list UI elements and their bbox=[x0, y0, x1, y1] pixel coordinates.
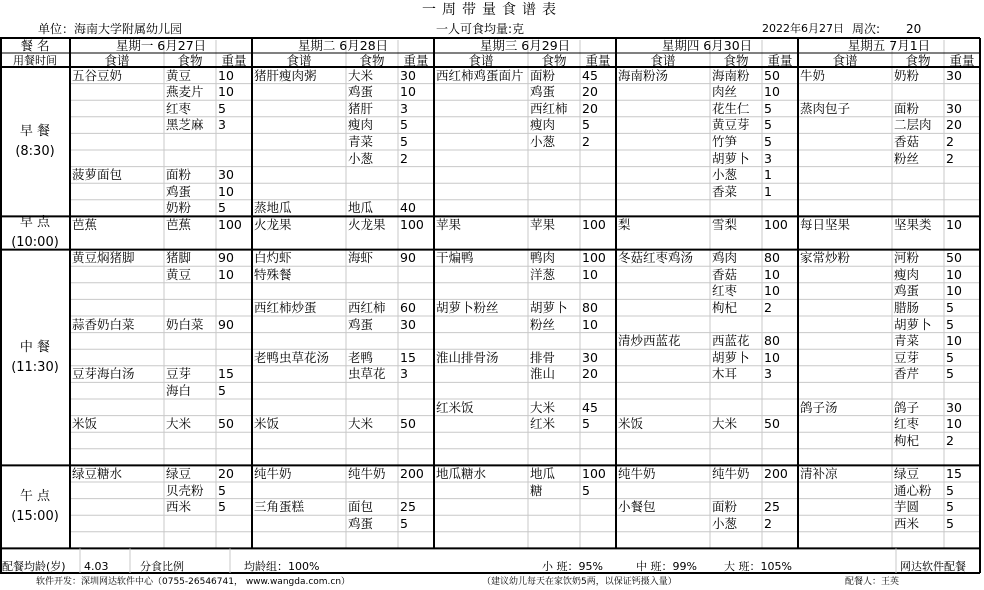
food-weight: 50 bbox=[946, 251, 962, 266]
dish-name: 家常炒粉 bbox=[800, 251, 851, 266]
food-name: 面粉 bbox=[894, 101, 920, 116]
food-weight: 100 bbox=[218, 217, 242, 232]
food-name: 鸽子 bbox=[894, 400, 920, 415]
dish-name: 苹果 bbox=[436, 217, 462, 232]
dish-name: 小餐包 bbox=[618, 500, 656, 515]
food-name: 面粉 bbox=[166, 168, 192, 183]
dish-name: 清炒西蓝花 bbox=[618, 334, 681, 349]
dish-name: 米饭 bbox=[72, 417, 98, 432]
dish-name: 老鸭虫草花汤 bbox=[254, 350, 330, 365]
menu-col-header: 食谱 bbox=[286, 53, 312, 68]
dish-name: 鸽子汤 bbox=[800, 400, 838, 415]
food-name: 豆芽 bbox=[166, 367, 192, 382]
food-weight: 20 bbox=[946, 118, 962, 133]
food-name: 红枣 bbox=[166, 101, 192, 116]
food-weight: 5 bbox=[582, 417, 590, 432]
food-name: 绿豆 bbox=[166, 466, 192, 481]
dish-name: 芭蕉 bbox=[72, 217, 98, 232]
dish-name: 五谷豆奶 bbox=[72, 68, 123, 83]
age-label: 配餐均龄(岁) bbox=[2, 560, 66, 573]
food-weight: 20 bbox=[582, 367, 598, 382]
dish-name: 猪肝瘦肉粥 bbox=[254, 68, 317, 83]
food-name: 香菇 bbox=[894, 134, 920, 149]
dish-name: 绿豆糖水 bbox=[72, 466, 123, 481]
food-weight: 2 bbox=[764, 300, 772, 315]
food-name: 猪肝 bbox=[348, 101, 374, 116]
food-name: 鸡蛋 bbox=[348, 516, 374, 531]
age-value: 4.03 bbox=[84, 560, 109, 573]
dish-name: 干煸鸭 bbox=[436, 251, 474, 266]
big-class-ratio: 大 班：105% bbox=[724, 560, 792, 573]
food-name: 面粉 bbox=[712, 500, 738, 515]
food-name: 排骨 bbox=[530, 350, 556, 365]
dish-name: 纯牛奶 bbox=[618, 466, 656, 481]
food-name: 小葱 bbox=[712, 516, 738, 531]
food-weight: 5 bbox=[764, 118, 772, 133]
food-weight: 15 bbox=[946, 466, 962, 481]
dish-name: 西红柿炒蛋 bbox=[254, 300, 317, 315]
food-name: 胡萝卜 bbox=[712, 350, 750, 365]
food-weight: 90 bbox=[218, 251, 234, 266]
food-weight: 3 bbox=[400, 101, 408, 116]
menu-col-header: 食谱 bbox=[104, 53, 130, 68]
food-name: 海虾 bbox=[348, 251, 374, 266]
food-weight: 10 bbox=[764, 284, 780, 299]
food-weight: 45 bbox=[582, 400, 598, 415]
food-weight: 5 bbox=[946, 500, 954, 515]
food-weight: 2 bbox=[582, 134, 590, 149]
food-weight: 5 bbox=[400, 134, 408, 149]
food-name: 黄豆芽 bbox=[712, 118, 750, 133]
food-name: 虫草花 bbox=[348, 367, 386, 382]
dish-name: 西红柿鸡蛋面片 bbox=[436, 68, 524, 83]
food-weight: 90 bbox=[400, 251, 416, 266]
weight-col-header: 重量 bbox=[767, 53, 793, 68]
food-name: 粉丝 bbox=[894, 151, 920, 166]
food-weight: 25 bbox=[400, 500, 416, 515]
food-name: 胡萝卜 bbox=[530, 300, 568, 315]
food-name: 芭蕉 bbox=[166, 217, 192, 232]
food-weight: 10 bbox=[582, 317, 598, 332]
middle-class-ratio: 中 班：99% bbox=[636, 560, 697, 573]
food-name: 红枣 bbox=[894, 417, 920, 432]
food-name: 贝壳粉 bbox=[166, 483, 204, 498]
page-title: 一周带量食谱表 bbox=[422, 2, 562, 18]
food-name: 纯牛奶 bbox=[348, 466, 386, 481]
food-weight: 10 bbox=[582, 267, 598, 282]
food-name: 坚果类 bbox=[894, 217, 932, 232]
food-name: 肉丝 bbox=[712, 85, 738, 100]
food-weight: 5 bbox=[764, 134, 772, 149]
food-weight: 200 bbox=[764, 466, 788, 481]
food-name: 枸杞 bbox=[894, 433, 920, 448]
date-label: 2022年6月27日 bbox=[762, 22, 844, 35]
food-name: 糖 bbox=[530, 483, 543, 498]
dish-name: 米饭 bbox=[618, 417, 644, 432]
food-name: 西米 bbox=[894, 516, 920, 531]
food-weight: 5 bbox=[582, 118, 590, 133]
dish-name: 黄豆焖猪脚 bbox=[72, 251, 135, 266]
food-weight: 100 bbox=[582, 217, 606, 232]
day-header: 星期二 6月28日 bbox=[297, 38, 389, 53]
food-name: 大米 bbox=[712, 417, 738, 432]
food-weight: 2 bbox=[764, 516, 772, 531]
dish-name: 牛奶 bbox=[800, 68, 826, 83]
food-weight: 5 bbox=[218, 483, 226, 498]
food-name: 老鸭 bbox=[348, 350, 374, 365]
food-name: 猪脚 bbox=[166, 251, 192, 266]
food-name: 苹果 bbox=[530, 217, 556, 232]
food-weight: 5 bbox=[400, 118, 408, 133]
food-weight: 5 bbox=[218, 500, 226, 515]
avg-group-ratio: 均龄组：100% bbox=[244, 560, 320, 573]
food-name: 瘦肉 bbox=[894, 267, 920, 282]
food-weight: 50 bbox=[400, 417, 416, 432]
food-weight: 20 bbox=[582, 101, 598, 116]
food-weight: 10 bbox=[218, 85, 234, 100]
food-weight: 200 bbox=[400, 466, 424, 481]
food-name: 粉丝 bbox=[530, 317, 556, 332]
meal-label bbox=[0, 122, 70, 162]
dish-name: 菠萝面包 bbox=[72, 168, 123, 183]
meal-time: (15:00) bbox=[11, 508, 59, 524]
food-name: 地瓜 bbox=[348, 201, 374, 216]
food-weight: 30 bbox=[946, 400, 962, 415]
food-weight: 100 bbox=[582, 251, 606, 266]
food-name: 青菜 bbox=[348, 134, 374, 149]
food-weight: 2 bbox=[400, 151, 408, 166]
weight-col-header: 重量 bbox=[949, 53, 975, 68]
meal-label bbox=[0, 487, 70, 527]
dish-name: 豆芽海白汤 bbox=[72, 367, 135, 382]
food-name: 花生仁 bbox=[712, 101, 750, 116]
meal-time: (8:30) bbox=[15, 143, 55, 159]
food-weight: 30 bbox=[946, 68, 962, 83]
food-weight: 10 bbox=[946, 267, 962, 282]
food-name: 鸡肉 bbox=[712, 251, 738, 266]
food-weight: 2 bbox=[946, 134, 954, 149]
software-label: 网达软件配餐 bbox=[900, 560, 966, 573]
food-name: 木耳 bbox=[712, 367, 738, 382]
food-name: 小葱 bbox=[712, 168, 738, 183]
chef-label: 配餐人：王英 bbox=[845, 577, 900, 587]
dish-name: 蒜香奶白菜 bbox=[72, 317, 135, 332]
food-weight: 15 bbox=[218, 367, 234, 382]
food-name: 火龙果 bbox=[348, 217, 386, 232]
food-name: 黄豆 bbox=[166, 267, 192, 282]
dish-name: 蒸地瓜 bbox=[254, 201, 292, 216]
food-name: 面包 bbox=[348, 500, 374, 515]
food-weight: 10 bbox=[764, 350, 780, 365]
food-name: 瘦肉 bbox=[530, 118, 556, 133]
food-name: 鸡蛋 bbox=[166, 184, 192, 199]
food-weight: 80 bbox=[764, 251, 780, 266]
food-weight: 5 bbox=[946, 483, 954, 498]
food-name: 海南粉 bbox=[712, 68, 750, 83]
food-name: 洋葱 bbox=[530, 267, 556, 282]
food-weight: 20 bbox=[582, 85, 598, 100]
developer-note: 软件开发：深圳网达软件中心（0755-26546741， www.wangda.com.cn） bbox=[36, 577, 351, 587]
food-weight: 15 bbox=[400, 350, 416, 365]
food-weight: 100 bbox=[764, 217, 788, 232]
food-col-header: 食物 bbox=[905, 53, 931, 68]
food-weight: 50 bbox=[218, 417, 234, 432]
food-name: 竹笋 bbox=[712, 134, 738, 149]
day-header: 星期一 6月27日 bbox=[115, 38, 207, 53]
meal-time: (10:00) bbox=[11, 235, 59, 250]
food-weight: 90 bbox=[218, 317, 234, 332]
dish-name: 每日坚果 bbox=[800, 217, 851, 232]
food-weight: 5 bbox=[218, 201, 226, 216]
food-weight: 5 bbox=[946, 350, 954, 365]
food-name: 西蓝花 bbox=[712, 334, 750, 349]
food-name: 小葱 bbox=[530, 134, 556, 149]
food-weight: 5 bbox=[946, 367, 954, 382]
food-weight: 20 bbox=[218, 466, 234, 481]
food-name: 胡萝卜 bbox=[894, 317, 932, 332]
food-weight: 60 bbox=[400, 300, 416, 315]
food-name: 雪梨 bbox=[712, 217, 738, 232]
dish-name: 地瓜糖水 bbox=[436, 466, 487, 481]
food-weight: 10 bbox=[764, 85, 780, 100]
food-weight: 10 bbox=[400, 85, 416, 100]
food-weight: 100 bbox=[400, 217, 424, 232]
food-weight: 80 bbox=[764, 334, 780, 349]
food-name: 红米 bbox=[530, 417, 556, 432]
food-name: 黑芝麻 bbox=[166, 118, 204, 133]
dish-name: 红米饭 bbox=[436, 400, 474, 415]
food-weight: 10 bbox=[218, 68, 234, 83]
dish-name: 纯牛奶 bbox=[254, 466, 292, 481]
milk-advice: （建议幼儿每天在家饮奶5两，以保证钙摄入量） bbox=[482, 577, 677, 587]
food-weight: 30 bbox=[400, 317, 416, 332]
meal-label bbox=[0, 338, 70, 378]
food-name: 河粉 bbox=[894, 251, 920, 266]
food-weight: 5 bbox=[946, 300, 954, 315]
food-weight: 10 bbox=[218, 184, 234, 199]
food-name: 奶粉 bbox=[894, 68, 920, 83]
food-name: 红枣 bbox=[712, 284, 738, 299]
food-name: 青菜 bbox=[894, 334, 920, 349]
food-name: 豆芽 bbox=[894, 350, 920, 365]
food-weight: 10 bbox=[764, 267, 780, 282]
food-name: 鸡蛋 bbox=[894, 284, 920, 299]
food-weight: 80 bbox=[582, 300, 598, 315]
dish-name: 胡萝卜粉丝 bbox=[436, 300, 499, 315]
food-name: 大米 bbox=[348, 68, 374, 83]
food-weight: 30 bbox=[582, 350, 598, 365]
dish-name: 梨 bbox=[618, 217, 631, 232]
dish-name: 米饭 bbox=[254, 417, 280, 432]
food-name: 大米 bbox=[166, 417, 192, 432]
food-weight: 1 bbox=[764, 184, 772, 199]
food-name: 奶白菜 bbox=[166, 317, 204, 332]
weight-col-header: 重量 bbox=[221, 53, 247, 68]
food-col-header: 食物 bbox=[541, 53, 567, 68]
food-weight: 5 bbox=[582, 483, 590, 498]
food-weight: 10 bbox=[946, 217, 962, 232]
food-name: 香菜 bbox=[712, 184, 738, 199]
dish-name: 火龙果 bbox=[254, 217, 292, 232]
food-weight: 10 bbox=[218, 267, 234, 282]
food-name: 西红柿 bbox=[530, 101, 568, 116]
food-name: 香芹 bbox=[894, 367, 920, 382]
meal-name-header: 餐 名 bbox=[20, 38, 50, 53]
food-name: 鸭肉 bbox=[530, 251, 556, 266]
day-header: 星期五 7月1日 bbox=[847, 38, 931, 53]
meal-name: 午 点 bbox=[19, 488, 51, 504]
food-weight: 5 bbox=[764, 101, 772, 116]
food-name: 鸡蛋 bbox=[530, 85, 556, 100]
food-weight: 25 bbox=[764, 500, 780, 515]
food-weight: 50 bbox=[764, 417, 780, 432]
food-name: 瘦肉 bbox=[348, 118, 374, 133]
food-name: 奶粉 bbox=[166, 201, 192, 216]
food-weight: 30 bbox=[946, 101, 962, 116]
food-weight: 100 bbox=[582, 466, 606, 481]
week-label: 周次: bbox=[852, 22, 881, 36]
food-col-header: 食物 bbox=[359, 53, 385, 68]
food-weight: 3 bbox=[764, 367, 772, 382]
food-weight: 2 bbox=[946, 151, 954, 166]
food-name: 通心粉 bbox=[894, 483, 932, 498]
food-weight: 40 bbox=[400, 201, 416, 216]
food-weight: 2 bbox=[946, 433, 954, 448]
food-name: 西红柿 bbox=[348, 300, 386, 315]
food-name: 纯牛奶 bbox=[712, 466, 750, 481]
food-weight: 3 bbox=[218, 118, 226, 133]
food-name: 鸡蛋 bbox=[348, 317, 374, 332]
food-weight: 10 bbox=[946, 334, 962, 349]
food-name: 大米 bbox=[530, 400, 556, 415]
menu-col-header: 食谱 bbox=[832, 53, 858, 68]
meal-name: 早 餐 bbox=[19, 123, 51, 139]
food-name: 胡萝卜 bbox=[712, 151, 750, 166]
day-header: 星期四 6月30日 bbox=[661, 38, 753, 53]
dish-name: 白灼虾 bbox=[254, 251, 292, 266]
weight-col-header: 重量 bbox=[403, 53, 429, 68]
menu-col-header: 食谱 bbox=[650, 53, 676, 68]
dish-name: 蒸肉包子 bbox=[800, 101, 851, 116]
menu-col-header: 食谱 bbox=[468, 53, 494, 68]
food-name: 黄豆 bbox=[166, 68, 192, 83]
food-name: 淮山 bbox=[530, 367, 556, 382]
dish-name: 海南粉汤 bbox=[618, 68, 669, 83]
food-weight: 1 bbox=[764, 168, 772, 183]
food-name: 地瓜 bbox=[530, 466, 556, 481]
dish-name: 三角蛋糕 bbox=[254, 500, 305, 515]
food-name: 枸杞 bbox=[712, 300, 738, 315]
food-weight: 3 bbox=[400, 367, 408, 382]
meal-name: 中 餐 bbox=[19, 339, 51, 355]
meal-time: (11:30) bbox=[11, 359, 59, 375]
food-weight: 45 bbox=[582, 68, 598, 83]
small-class-ratio: 小 班：95% bbox=[542, 560, 603, 573]
food-weight: 50 bbox=[764, 68, 780, 83]
food-name: 二层肉 bbox=[894, 118, 932, 133]
food-name: 香菇 bbox=[712, 267, 738, 282]
food-weight: 10 bbox=[946, 417, 962, 432]
food-name: 小葱 bbox=[348, 151, 374, 166]
food-weight: 30 bbox=[218, 168, 234, 183]
meal-label bbox=[0, 213, 70, 253]
dish-name: 特殊餐 bbox=[254, 267, 292, 282]
food-col-header: 食物 bbox=[177, 53, 203, 68]
food-name: 西米 bbox=[166, 500, 192, 515]
food-name: 燕麦片 bbox=[166, 85, 204, 100]
dish-name: 冬菇红枣鸡汤 bbox=[618, 251, 694, 266]
food-weight: 5 bbox=[400, 516, 408, 531]
food-weight: 10 bbox=[946, 284, 962, 299]
per-person-label: 一人可食均量:克 bbox=[436, 22, 525, 36]
weight-col-header: 重量 bbox=[585, 53, 611, 68]
food-name: 大米 bbox=[348, 417, 374, 432]
week-number: 20 bbox=[906, 22, 922, 36]
food-name: 鸡蛋 bbox=[348, 85, 374, 100]
meal-name: 早 点 bbox=[19, 215, 51, 230]
food-weight: 5 bbox=[218, 383, 226, 398]
food-weight: 5 bbox=[946, 317, 954, 332]
dish-name: 淮山排骨汤 bbox=[436, 350, 499, 365]
meal-time-header: 用餐时间 bbox=[13, 54, 57, 67]
food-weight: 3 bbox=[764, 151, 772, 166]
food-name: 芋圆 bbox=[894, 500, 920, 515]
unit-label: 单位：海南大学附属幼儿园 bbox=[38, 22, 183, 36]
ratio-label: 分食比例 bbox=[140, 560, 184, 573]
food-name: 绿豆 bbox=[894, 466, 920, 481]
food-name: 面粉 bbox=[530, 68, 556, 83]
food-weight: 30 bbox=[400, 68, 416, 83]
food-weight: 5 bbox=[218, 101, 226, 116]
food-weight: 5 bbox=[946, 516, 954, 531]
food-name: 海白 bbox=[166, 383, 192, 398]
day-header: 星期三 6月29日 bbox=[479, 38, 571, 53]
food-col-header: 食物 bbox=[723, 53, 749, 68]
food-name: 腊肠 bbox=[894, 300, 920, 315]
dish-name: 清补凉 bbox=[800, 466, 838, 481]
